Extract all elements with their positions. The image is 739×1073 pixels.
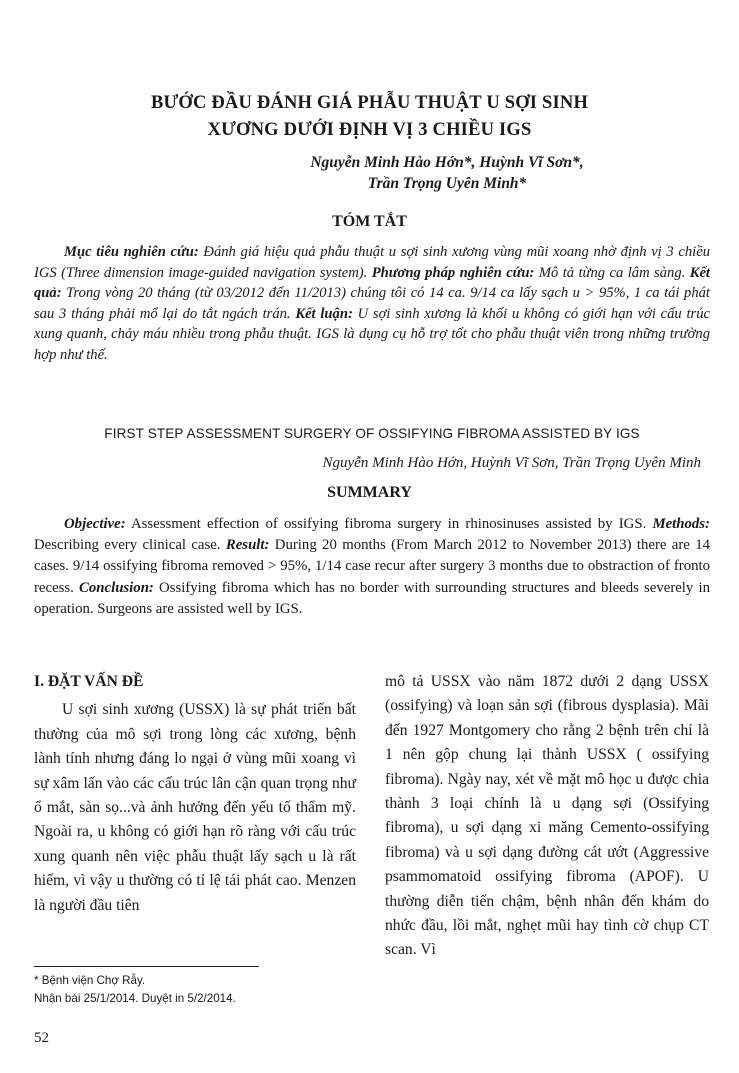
methods-label-en: Methods: [652, 516, 710, 532]
authors-line-1: Nguyễn Minh Hào Hớn*, Huỳnh Vĩ Sơn*, [310, 154, 584, 171]
methods-label-vi: Phương pháp nghiên cứu: [371, 264, 535, 281]
column-right [385, 670, 709, 963]
summary-heading-vi: TÓM TẮT [332, 213, 407, 230]
objective-label-vi: Mục tiêu nghiên cứu: [64, 244, 199, 260]
conclusion-label-en: Conclusion: [79, 579, 154, 596]
footnote-divider [34, 966, 259, 967]
abstract-en [34, 514, 710, 620]
footnote-affiliation: * Bệnh viện Chợ Rẫy. [34, 974, 146, 987]
intro-paragraph-right: mô tả USSX vào năm 1872 dưới 2 dạng USSX (ossifying) và loạn sản sợi (fibrous dysplasia). Mãi đến 1927 Montgomery cho rằng 2 bệnh trên chỉ là 1 nên gộp chung lại thành USSX ( ossifying fibroma). Ngày nay, xét về mặt mô học u được chia thành 3 loại chính là u dạng sợi (Ossifying fibroma), u sợi dạng xi măng Cemento-ossifying fibroma) và u sợi dạng đường cát ướt (Aggressive psammomatoid ossifying fibroma (APOF). U thường diễn tiến chậm, bệnh nhân đến khám do nhức đầu, lồi mắt, nghẹt mũi hay tình cờ chụp CT scan. Vì [385, 673, 709, 959]
column-left [34, 670, 356, 918]
title-line-1: BƯỚC ĐẦU ĐÁNH GIÁ PHẪU THUẬT U SỢI SINH [150, 93, 589, 113]
section-heading: I. ĐẶT VẤN ĐỀ [34, 673, 144, 690]
results-text-en: During 20 months (From March 2012 to November 2013) there are 14 cases. 9/14 ossifying fibroma removed > 95%, 1/14 case recur after surgery 3 months due to obstraction of fronto recess. [34, 537, 710, 596]
authors-en: Nguyễn Minh Hào Hớn, Huỳnh Vĩ Sơn, Trần Trọng Uyên Minh [322, 455, 701, 471]
abstract-vi [34, 242, 710, 366]
article-title-vi [40, 90, 699, 144]
methods-text-en: Describing every clinical case. [34, 537, 226, 554]
objective-text-en: Assessment effection of ossifying fibroma surgery in rhinosinuses assisted by IGS. [125, 516, 653, 532]
title-line-2: XƯƠNG DƯỚI ĐỊNH VỊ 3 CHIỀU IGS [207, 120, 532, 140]
article-title-en: FIRST STEP ASSESSMENT SURGERY OF OSSIFYING FIBROMA ASSISTED BY IGS [104, 426, 640, 441]
authors-line-2: Trần Trọng Uyên Minh* [367, 175, 527, 192]
conclusion-label-vi: Kết luận: [295, 305, 353, 322]
page-number: 52 [34, 1030, 49, 1046]
results-label-vi: Kết quả: [34, 264, 710, 302]
conclusion-text-vi: U sợi sinh xương là khối u không có giới hạn với cấu trúc xung quanh, chảy máu nhiều trong phẫu thuật. IGS là dụng cụ hỗ trợ tốt cho phẫu thuật viên trong những trường hợp như thế. [34, 305, 711, 363]
intro-paragraph-left: U sợi sinh xương (USSX) là sự phát triển bất thường của mô sợi trong lòng các xương, bệnh lành tính nhưng đáng lo ngại ở vùng mũi xoang vì sự xâm lấn vào các cấu trúc lân cận quan trọng như ổ mắt, sàn sọ...và ảnh hưởng đến yếu tố thẩm mỹ. Ngoài ra, u không có giới hạn rõ ràng với cấu trúc xung quanh nên việc phẫu thuật lấy sạch u là rất hiếm, vì vậy u thường có tỉ lệ tái phát cao. Menzen là người đầu tiên [34, 701, 356, 914]
authors-vi [237, 152, 657, 194]
footnote-received: Nhận bài 25/1/2014. Duyệt in 5/2/2014. [34, 992, 236, 1005]
objective-label-en: Objective: [64, 516, 126, 532]
conclusion-text-en: Ossifying fibroma which has no border with surrounding structures and bleeds severely in operation. Surgeons are assisted well by IGS. [34, 579, 710, 617]
summary-heading-en: SUMMARY [327, 484, 412, 501]
results-label-en: Result: [225, 537, 270, 554]
objective-text-vi: Đánh giá hiệu quả phẫu thuật u sợi sinh xương vùng mũi xoang nhờ định vị 3 chiều IGS (Three dimension image-guided navigation system). [34, 244, 711, 281]
methods-text-vi: Mô tả từng ca lâm sàng. [534, 264, 690, 281]
results-text-vi: Trong vòng 20 tháng (từ 03/2012 đến 11/2013) chúng tôi có 14 ca. 9/14 ca lấy sạch u > 95%, 1 ca tái phát sau 3 tháng phải mổ lại do tắt ngách trán. [34, 285, 710, 322]
